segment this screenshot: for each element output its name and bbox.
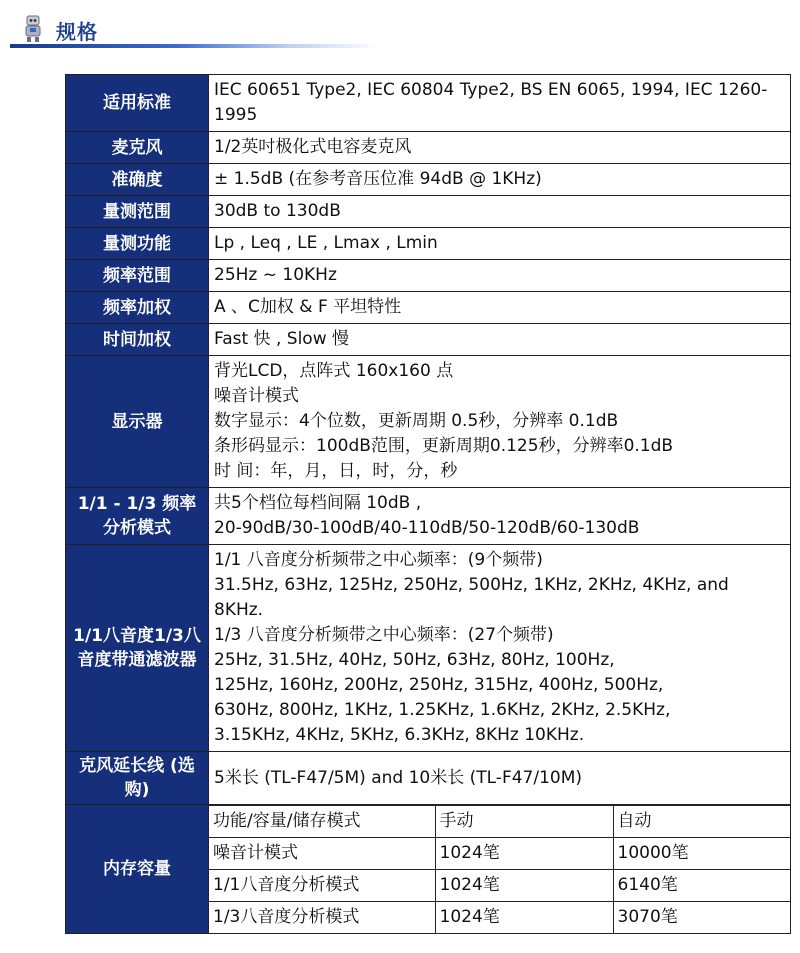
section-header (0, 0, 800, 60)
spec-label: 准确度 (66, 164, 209, 196)
spec-value-line: A 、C加权 & F 平坦特性 (214, 297, 402, 317)
spec-value-line: 125Hz, 160Hz, 200Hz, 250Hz, 315Hz, 400Hz, 500Hz, (214, 675, 664, 695)
spec-value-line: 共5个档位每档间隔 10dB , (214, 493, 422, 513)
spec-value-line: 1/3 八音度分析频带之中心频率：(27个频带) (214, 625, 554, 645)
memory-row (209, 870, 791, 902)
spec-label: 频率加权 (66, 292, 209, 324)
spec-value-line: 1/2英吋极化式电容麦克风 (214, 137, 412, 157)
memory-cell: 3070笔 (613, 902, 791, 934)
spec-value-line: ± 1.5dB (在参考音压位准 94dB @ 1KHz) (214, 169, 542, 189)
memory-header-cell: 自动 (613, 806, 791, 838)
spec-row (66, 164, 791, 196)
spec-value-line: 噪音计模式 (214, 386, 299, 406)
memory-row (209, 902, 791, 934)
memory-cell: 1/3八音度分析模式 (209, 902, 435, 934)
spec-label: 时间加权 (66, 324, 209, 356)
spec-value (209, 488, 791, 545)
spec-row (66, 75, 791, 132)
spec-row (66, 752, 791, 805)
memory-header-cell: 手动 (435, 806, 613, 838)
spec-value (209, 545, 791, 752)
title-underline (10, 44, 380, 48)
spec-value (209, 356, 791, 488)
spec-value-line: 背光LCD，点阵式 160x160 点 (214, 361, 454, 381)
spec-row-memory (66, 805, 791, 934)
spec-label: 1/1 - 1/3 频率分析模式 (66, 488, 209, 545)
spec-label: 麦克风 (66, 132, 209, 164)
spec-row (66, 196, 791, 228)
memory-cell: 1024笔 (435, 838, 613, 870)
spec-label: 显示器 (66, 356, 209, 488)
robot-mascot-icon (22, 15, 44, 43)
spec-row (66, 324, 791, 356)
spec-row (66, 292, 791, 324)
spec-value-line: Fast 快 , Slow 慢 (214, 329, 349, 349)
spec-label: 适用标准 (66, 75, 209, 132)
page-title: 规格 (56, 20, 98, 44)
spec-table (65, 74, 791, 934)
spec-value-line: IEC 60651 Type2, IEC 60804 Type2, BS EN 6065, 1994, IEC 1260-1995 (214, 80, 768, 125)
spec-row (66, 228, 791, 260)
memory-cell: 1024笔 (435, 902, 613, 934)
spec-value-line: 31.5Hz, 63Hz, 125Hz, 250Hz, 500Hz, 1KHz, 2KHz, 4KHz, and (214, 575, 729, 595)
spec-label: 量测范围 (66, 196, 209, 228)
spec-value (209, 752, 791, 805)
spec-value (209, 75, 791, 132)
memory-capacity-cell (209, 805, 791, 934)
spec-row (66, 260, 791, 292)
spec-value-line: 数字显示：4个位数，更新周期 0.5秒，分辨率 0.1dB (214, 411, 619, 431)
spec-value-line: 630Hz, 800Hz, 1KHz, 1.25KHz, 1.6KHz, 2KHz, 2.5KHz, (214, 700, 671, 720)
spec-value (209, 228, 791, 260)
spec-value (209, 132, 791, 164)
spec-value (209, 164, 791, 196)
spec-value-line: 时 间：年，月，日，时，分，秒 (214, 461, 458, 481)
memory-cell: 6140笔 (613, 870, 791, 902)
memory-cell: 1024笔 (435, 870, 613, 902)
spec-value (209, 292, 791, 324)
spec-value-line: Lp , Leq , LE , Lmax , Lmin (214, 233, 438, 253)
spec-value-line: 25Hz, 31.5Hz, 40Hz, 50Hz, 63Hz, 80Hz, 100Hz, (214, 650, 615, 670)
spec-label: 1/1八音度1/3八音度带通滤波器 (66, 545, 209, 752)
spec-label: 内存容量 (66, 805, 209, 934)
spec-value-line: 条形码显示：100dB范围，更新周期0.125秒，分辨率0.1dB (214, 436, 674, 456)
spec-row (66, 132, 791, 164)
spec-value-line: 1/1 八音度分析频带之中心频率：(9个频带) (214, 550, 543, 570)
spec-row (66, 356, 791, 488)
spec-value-line: 5米长 (TL-F47/5M) and 10米长 (TL-F47/10M) (214, 767, 583, 788)
memory-table (209, 805, 791, 933)
memory-cell: 噪音计模式 (209, 838, 435, 870)
spec-value-line: 8KHz. (214, 600, 264, 620)
memory-cell: 10000笔 (613, 838, 791, 870)
memory-cell: 1/1八音度分析模式 (209, 870, 435, 902)
memory-header-row (209, 806, 791, 838)
spec-label: 量测功能 (66, 228, 209, 260)
spec-value (209, 260, 791, 292)
memory-header-cell: 功能/容量/储存模式 (209, 806, 435, 838)
spec-label: 克风延长线 (选购) (66, 752, 209, 805)
memory-row (209, 838, 791, 870)
spec-row (66, 545, 791, 752)
spec-label: 频率范围 (66, 260, 209, 292)
spec-value-line: 20-90dB/30-100dB/40-110dB/50-120dB/60-130dB (214, 518, 640, 538)
spec-value-line: 25Hz ~ 10KHz (214, 265, 337, 285)
spec-row (66, 488, 791, 545)
spec-value (209, 196, 791, 228)
spec-value-line: 3.15KHz, 4KHz, 5KHz, 6.3KHz, 8KHz 10KHz. (214, 725, 585, 745)
spec-value-line: 30dB to 130dB (214, 201, 341, 221)
spec-value (209, 324, 791, 356)
